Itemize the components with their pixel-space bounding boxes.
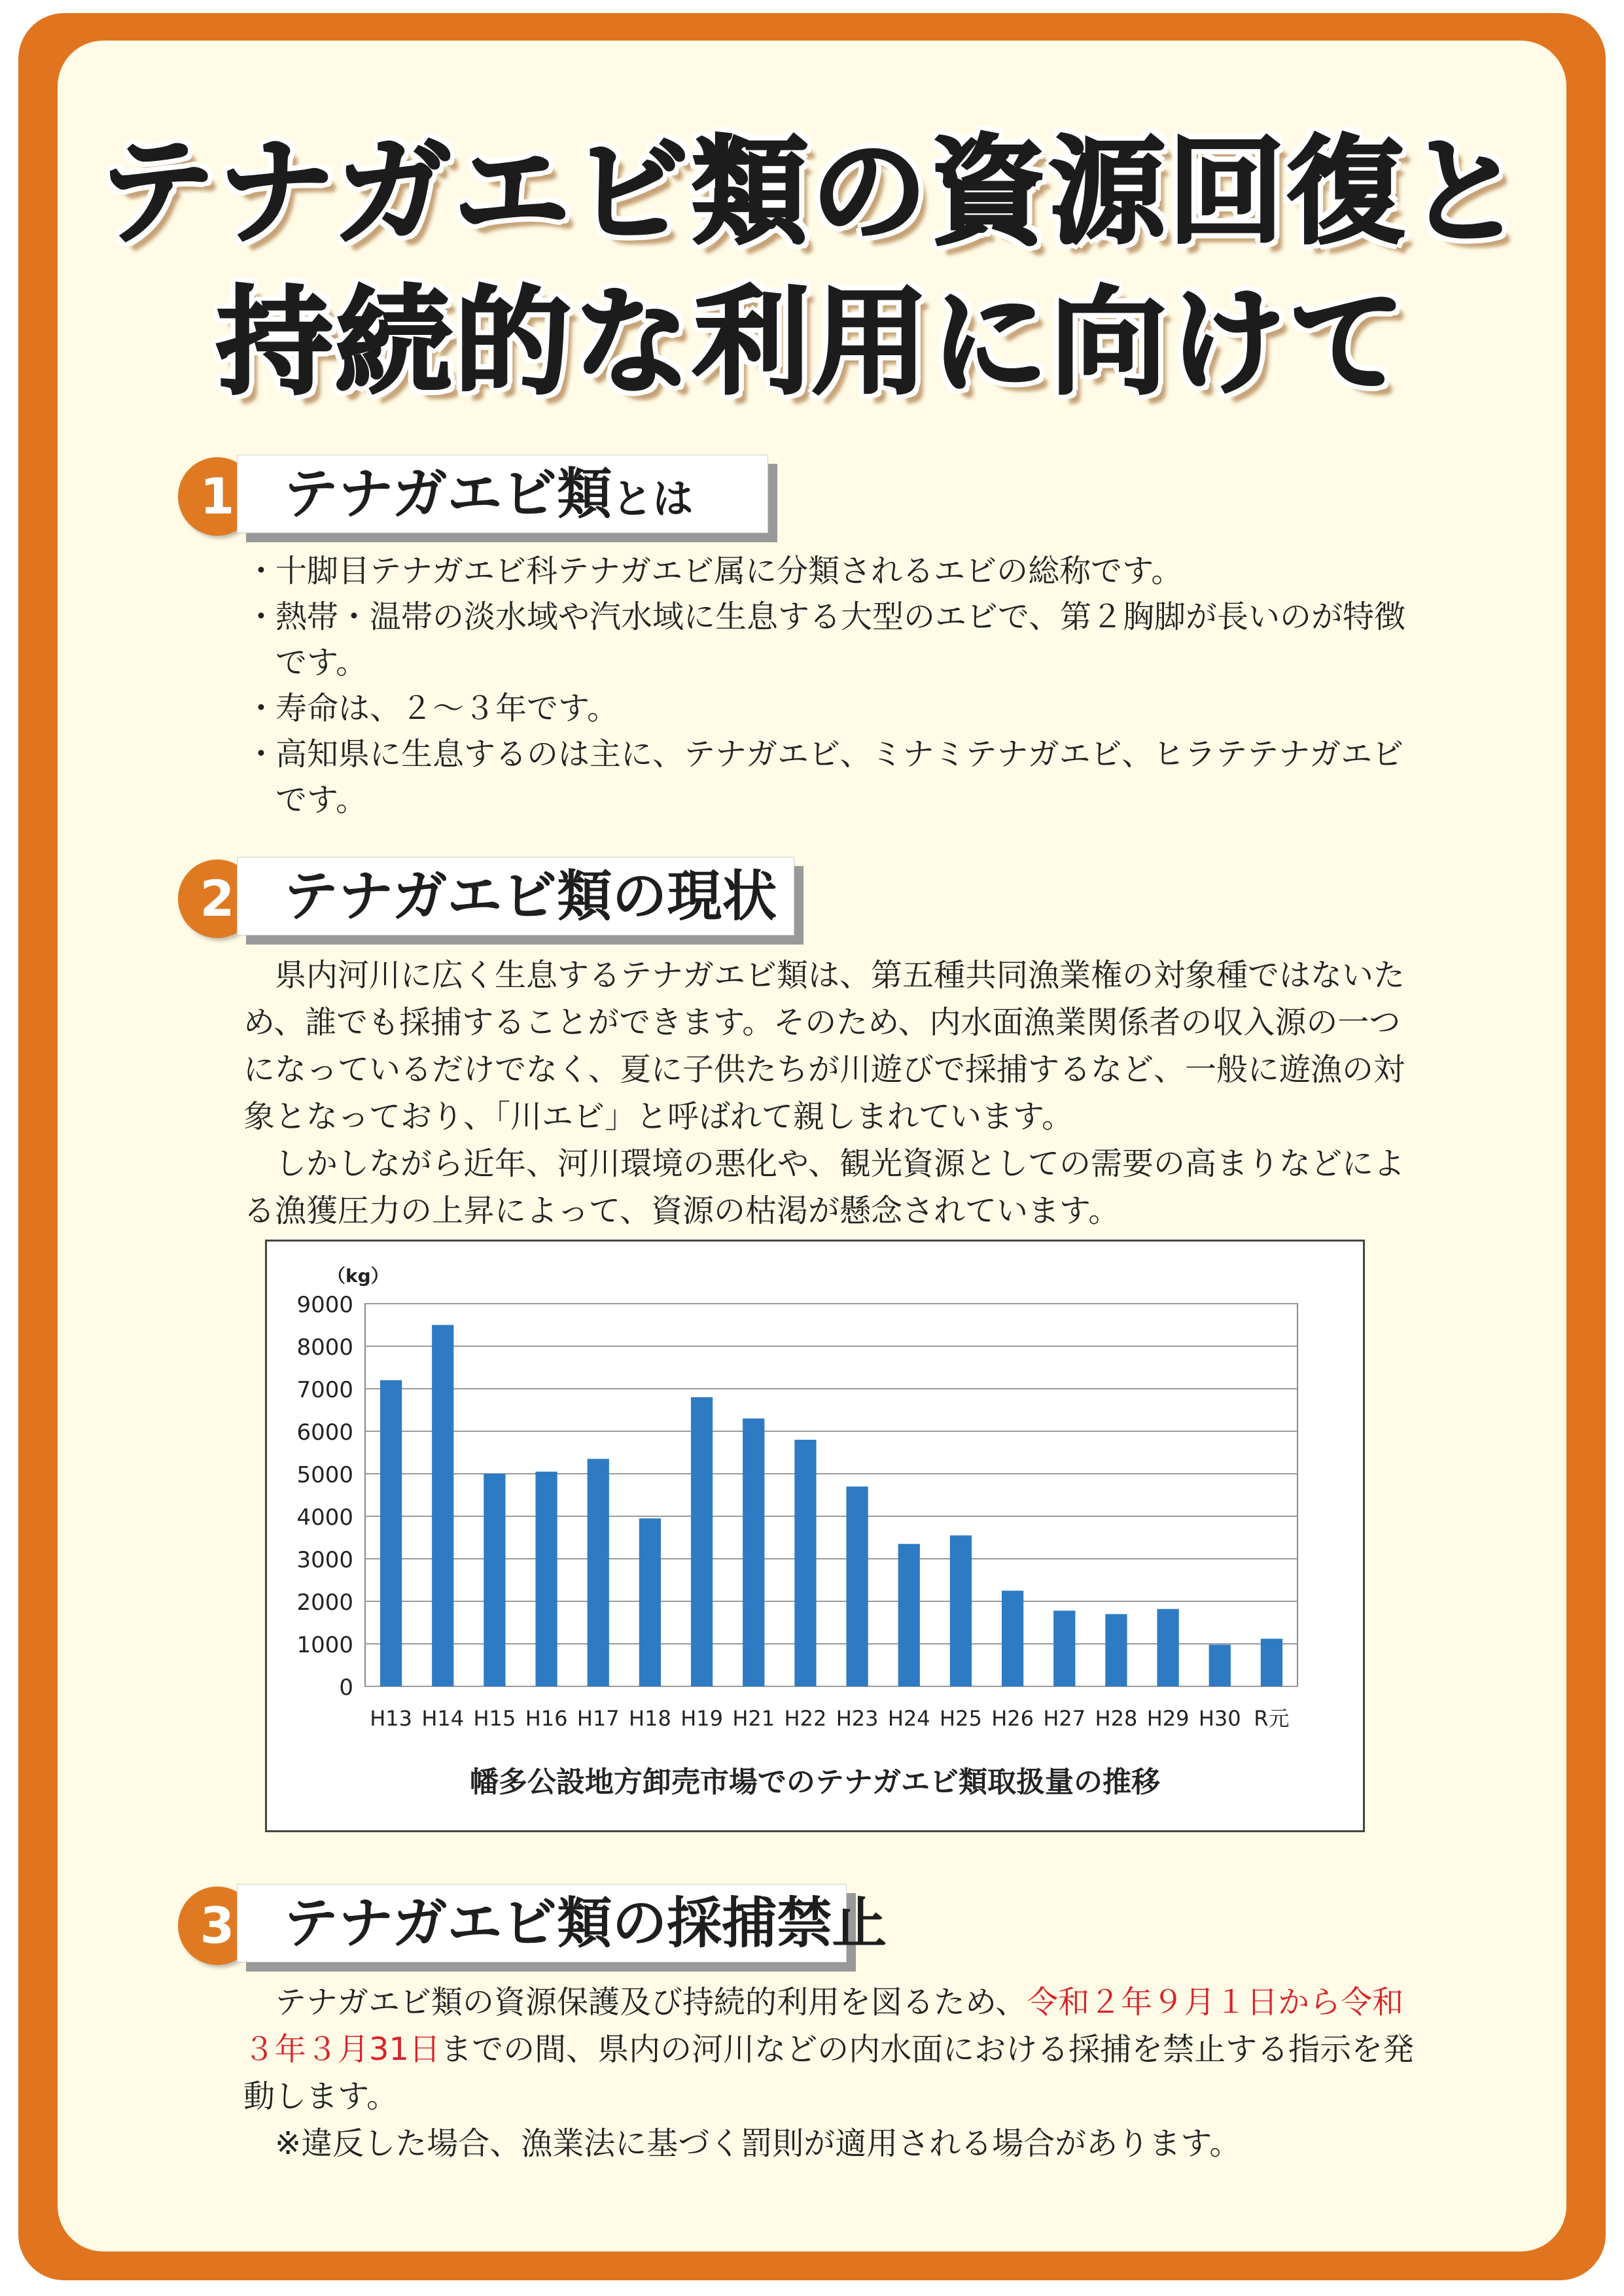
y-tick-label: 9000 <box>296 1292 353 1318</box>
section3-note: ※違反した場合、漁業法に基づく罰則が適用される場合があります。 <box>275 2125 1241 2162</box>
x-tick-label: H13 <box>370 1706 412 1731</box>
bar <box>846 1487 868 1687</box>
x-tick-label: H14 <box>421 1706 465 1731</box>
x-tick-label: H26 <box>991 1706 1034 1731</box>
bar <box>743 1419 764 1687</box>
x-tick-label: H30 <box>1198 1706 1241 1731</box>
x-tick-label: H23 <box>836 1706 879 1731</box>
y-tick-label: 6000 <box>296 1419 353 1446</box>
bar <box>588 1459 609 1686</box>
y-tick-label: 5000 <box>296 1462 353 1488</box>
section3-number-badge: 3 <box>178 1887 256 1965</box>
list-item: ・ 十脚目テナガエビ科テナガエビ属に分類されるエビの総称です。 <box>245 548 1423 594</box>
y-tick-label: 3000 <box>296 1547 353 1573</box>
y-tick-label: 1000 <box>296 1632 353 1658</box>
chart-title: 幡多公設地方卸売市場でのテナガエビ類取扱量の推移 <box>469 1765 1161 1799</box>
x-tick-label: H19 <box>680 1706 723 1731</box>
section2-heading-box <box>237 857 794 935</box>
section2-body <box>243 952 1428 1234</box>
bar <box>432 1325 453 1687</box>
bar <box>380 1380 402 1686</box>
list-item: ・ 寿命は、２～３年です。 <box>245 686 1423 731</box>
x-tick-label: H29 <box>1146 1706 1190 1731</box>
bar-chart <box>267 1242 1363 1752</box>
bar <box>1157 1609 1178 1686</box>
y-tick-label: 2000 <box>296 1590 353 1616</box>
y-axis-unit-label: （kg） <box>327 1265 389 1287</box>
x-tick-label: H21 <box>732 1706 775 1731</box>
section2-number-badge: 2 <box>178 860 256 938</box>
section2-paragraph-2: しかしながら近年、河川環境の悪化や、観光資源としての需要の高まりなどによる漁獲圧力の上昇によって、資源の枯渇が懸念されています。 <box>243 1145 1405 1229</box>
bar <box>898 1544 920 1686</box>
section1-heading-suffix: とは <box>612 475 694 523</box>
section3-paragraph <box>243 1979 1428 2120</box>
x-tick-label: H18 <box>629 1706 671 1731</box>
x-tick-label: H16 <box>525 1706 568 1731</box>
bar <box>639 1518 661 1686</box>
section1-number-badge: 1 <box>178 457 256 536</box>
bar <box>535 1472 557 1686</box>
section1-heading-box <box>237 455 768 533</box>
page-title-line2: 持続的な利用に向けて <box>217 275 1407 410</box>
y-tick-label: 0 <box>339 1675 353 1701</box>
section3-heading-box <box>237 1884 887 1962</box>
bar <box>691 1397 713 1686</box>
x-tick-label: H22 <box>784 1706 827 1731</box>
list-item: ・ 熱帯・温帯の淡水域や汽水域に生息する大型のエビで、第２胸脚が長いのが特徴です。 <box>245 594 1423 686</box>
section3-text-a: テナガエビ類の資源保護及び持続的利用を図るため、 <box>275 1984 1027 2021</box>
section1-heading: テナガエビ類 <box>283 462 612 526</box>
section1-bullet-list <box>245 548 1423 823</box>
bar <box>1105 1614 1127 1687</box>
x-tick-label: H24 <box>887 1706 930 1731</box>
section3-heading: テナガエビ類の採捕禁止 <box>283 1891 887 1955</box>
section3-body <box>243 1979 1428 2167</box>
y-tick-label: 7000 <box>296 1377 353 1403</box>
section3-date-end: 令和３年３月31日 <box>243 1984 1404 2068</box>
x-tick-label: R元 <box>1254 1706 1290 1731</box>
page-title-line1: テナガエビ類の資源回復と <box>98 124 1526 260</box>
x-tick-label: H17 <box>576 1706 620 1731</box>
x-tick-label: H15 <box>473 1706 516 1731</box>
y-tick-label: 8000 <box>296 1334 353 1361</box>
bar <box>794 1440 816 1686</box>
bar <box>1053 1610 1075 1686</box>
bar <box>1002 1591 1023 1686</box>
bar <box>1209 1644 1231 1686</box>
x-tick-label: H28 <box>1095 1706 1138 1731</box>
list-item: ・ 高知県に生息するのは主に、テナガエビ、ミナミテナガエビ、ヒラテテナガエビです。 <box>245 731 1423 823</box>
section3-text-b: までの間、県内の河川などの内水面における採捕を禁止する指示を発動します。 <box>243 2031 1415 2115</box>
bar <box>1261 1639 1282 1686</box>
section2-heading: テナガエビ類の現状 <box>283 864 777 928</box>
bar <box>484 1474 505 1686</box>
bar <box>950 1535 972 1686</box>
y-tick-label: 4000 <box>296 1505 353 1531</box>
section3-date-start: 令和２年９月１日から <box>1027 1984 1341 2021</box>
x-tick-label: H25 <box>940 1706 982 1731</box>
section2-paragraph-1: 県内河川に広く生息するテナガエビ類は、第五種共同漁業権の対象種ではないため、誰でも採捕することができます。そのため、内水面漁業関係者の収入源の一つになっているだけでなく、夏に子供たちが川遊びで採捕するなど、一般に遊漁の対象となっており、「川エビ」と呼ばれて親しまれています。 <box>243 957 1405 1135</box>
x-tick-label: H27 <box>1043 1706 1086 1731</box>
chart-container <box>265 1240 1365 1832</box>
